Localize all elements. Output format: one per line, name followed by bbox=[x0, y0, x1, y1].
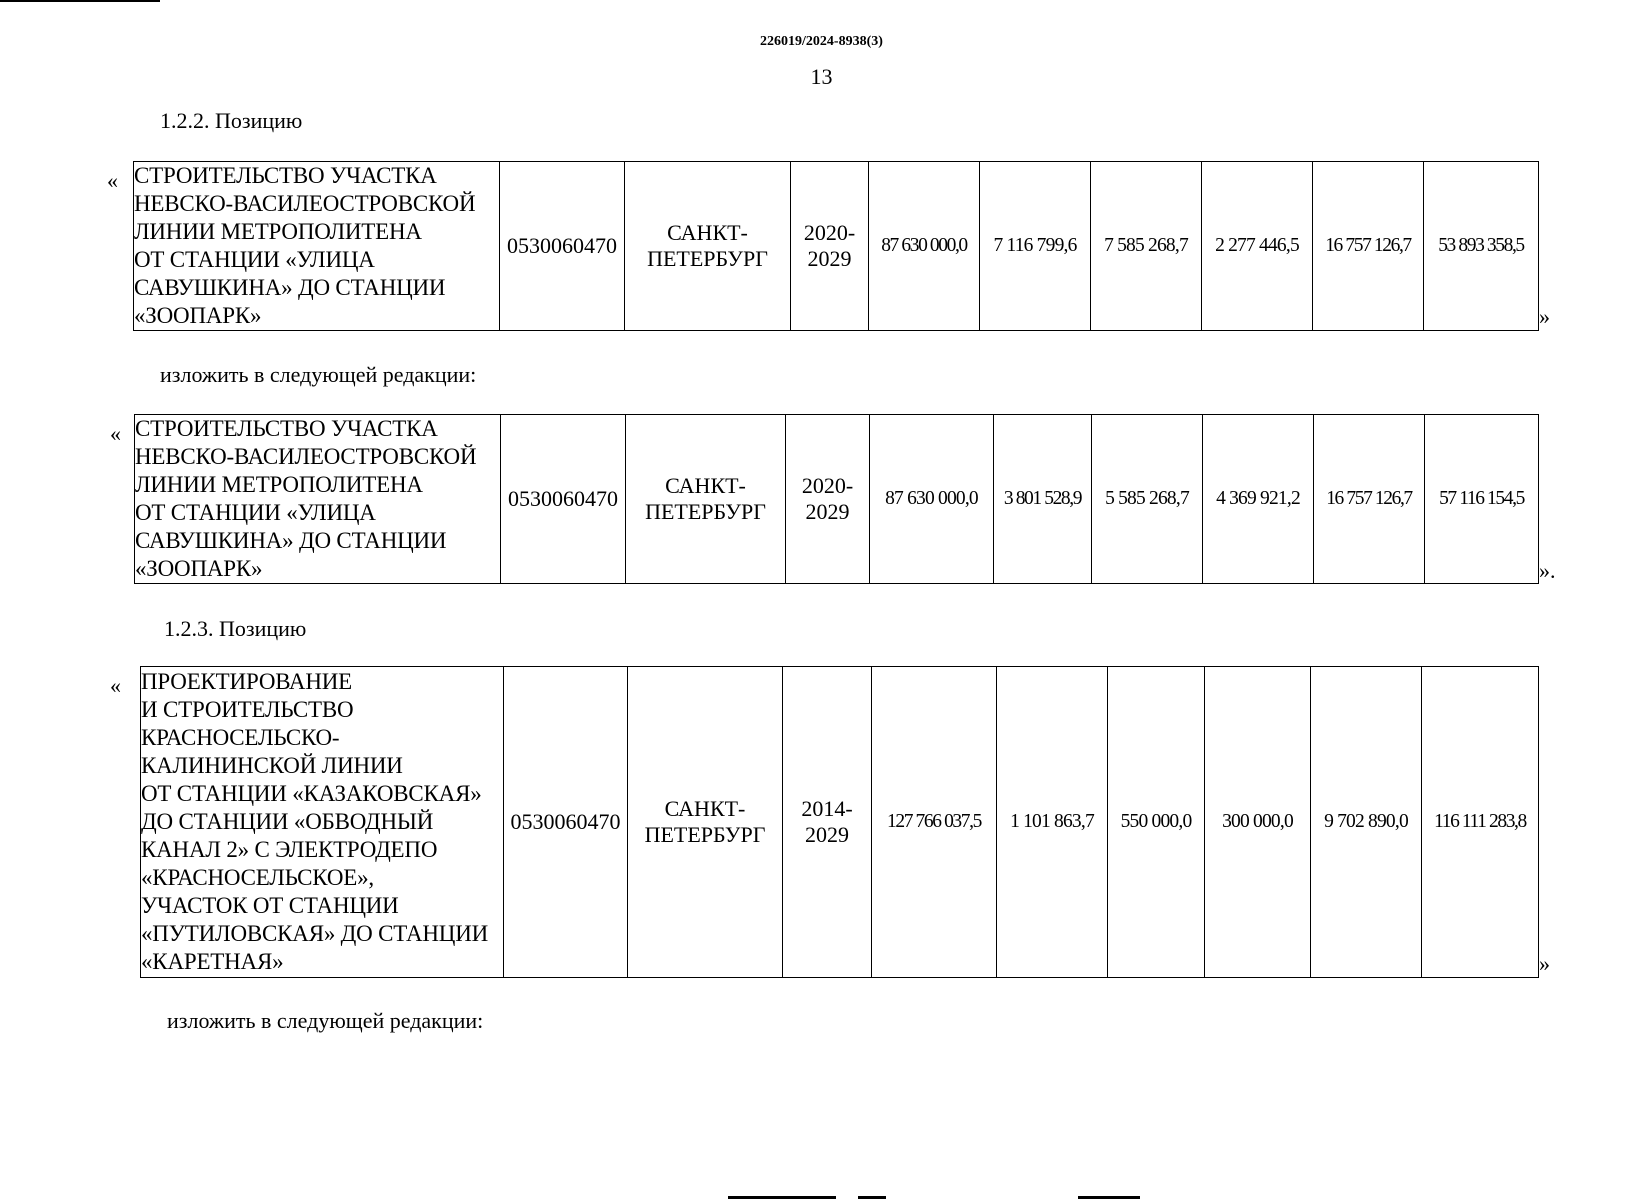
budget-code-cell: 0530060470 bbox=[500, 162, 625, 331]
value-cell: 7 116 799,6 bbox=[980, 162, 1091, 331]
value-cell: 9 702 890,0 bbox=[1311, 667, 1422, 978]
position-table-original-1-2-3 bbox=[140, 666, 1539, 978]
instruction-text: изложить в следующей редакции: bbox=[160, 362, 477, 387]
object-name-cell: СТРОИТЕЛЬСТВО УЧАСТКА НЕВСКО-ВАСИЛЕОСТРОВСКОЙ ЛИНИИ МЕТРОПОЛИТЕНА ОТ СТАНЦИИ «УЛИЦА САВУШКИНА» ДО СТАНЦИИ «ЗООПАРК» bbox=[134, 162, 500, 331]
open-quote: « bbox=[110, 421, 121, 446]
object-name-cell: СТРОИТЕЛЬСТВО УЧАСТКА НЕВСКО-ВАСИЛЕОСТРОВСКОЙ ЛИНИИ МЕТРОПОЛИТЕНА ОТ СТАНЦИИ «УЛИЦА САВУШКИНА» ДО СТАНЦИИ «ЗООПАРК» bbox=[135, 415, 501, 584]
close-quote: ». bbox=[1539, 558, 1556, 583]
scan-artifact bbox=[1078, 1196, 1140, 1199]
value-cell: 87 630 000,0 bbox=[869, 162, 980, 331]
value-cell: 127 766 037,5 bbox=[872, 667, 997, 978]
scan-artifact bbox=[858, 1196, 886, 1199]
budget-code-cell: 0530060470 bbox=[501, 415, 626, 584]
value-cell: 550 000,0 bbox=[1108, 667, 1205, 978]
item-heading-1-2-3: 1.2.3. Позицию bbox=[164, 616, 307, 641]
region-cell: САНКТ- ПЕТЕРБУРГ bbox=[628, 667, 783, 978]
close-quote: » bbox=[1539, 304, 1550, 329]
value-cell: 300 000,0 bbox=[1205, 667, 1311, 978]
close-quote: » bbox=[1539, 951, 1550, 976]
instruction-text: изложить в следующей редакции: bbox=[167, 1008, 484, 1033]
page-number: 13 bbox=[810, 64, 833, 89]
position-table-revised-1-2-2 bbox=[134, 414, 1539, 584]
document-id: 226019/2024-8938(3) bbox=[760, 34, 883, 49]
open-quote: « bbox=[110, 673, 121, 698]
value-cell: 53 893 358,5 bbox=[1424, 162, 1539, 331]
position-table-original-1-2-2 bbox=[133, 161, 1539, 331]
period-cell: 2020- 2029 bbox=[786, 415, 870, 584]
value-cell: 5 585 268,7 bbox=[1092, 415, 1203, 584]
value-cell: 116 111 283,8 bbox=[1422, 667, 1539, 978]
value-cell: 7 585 268,7 bbox=[1091, 162, 1202, 331]
budget-code-cell: 0530060470 bbox=[504, 667, 628, 978]
value-cell: 1 101 863,7 bbox=[997, 667, 1108, 978]
value-cell: 16 757 126,7 bbox=[1313, 162, 1424, 331]
table-row bbox=[134, 162, 1539, 331]
table-row bbox=[135, 415, 1539, 584]
value-cell: 4 369 921,2 bbox=[1203, 415, 1314, 584]
period-cell: 2014- 2029 bbox=[783, 667, 872, 978]
region-cell: САНКТ- ПЕТЕРБУРГ bbox=[625, 162, 791, 331]
value-cell: 2 277 446,5 bbox=[1202, 162, 1313, 331]
value-cell: 57 116 154,5 bbox=[1425, 415, 1539, 584]
period-cell: 2020- 2029 bbox=[791, 162, 869, 331]
scan-edge-line bbox=[0, 0, 160, 2]
value-cell: 87 630 000,0 bbox=[870, 415, 994, 584]
scan-artifact bbox=[728, 1196, 836, 1199]
open-quote: « bbox=[107, 168, 118, 193]
table-row bbox=[141, 667, 1539, 978]
value-cell: 16 757 126,7 bbox=[1314, 415, 1425, 584]
item-heading-1-2-2: 1.2.2. Позицию bbox=[160, 108, 303, 133]
region-cell: САНКТ- ПЕТЕРБУРГ bbox=[626, 415, 786, 584]
value-cell: 3 801 528,9 bbox=[994, 415, 1092, 584]
object-name-cell: ПРОЕКТИРОВАНИЕ И СТРОИТЕЛЬСТВО КРАСНОСЕЛЬСКО- КАЛИНИНСКОЙ ЛИНИИ ОТ СТАНЦИИ «КАЗАКОВСКАЯ» ДО СТАНЦИИ «ОБВОДНЫЙ КАНАЛ 2» С ЭЛЕКТРОДЕПО «КРАСНОСЕЛЬСКОЕ», УЧАСТОК ОТ СТАНЦИИ «ПУТИЛОВСКАЯ» ДО СТАНЦИИ «КАРЕТНАЯ» bbox=[141, 667, 504, 978]
